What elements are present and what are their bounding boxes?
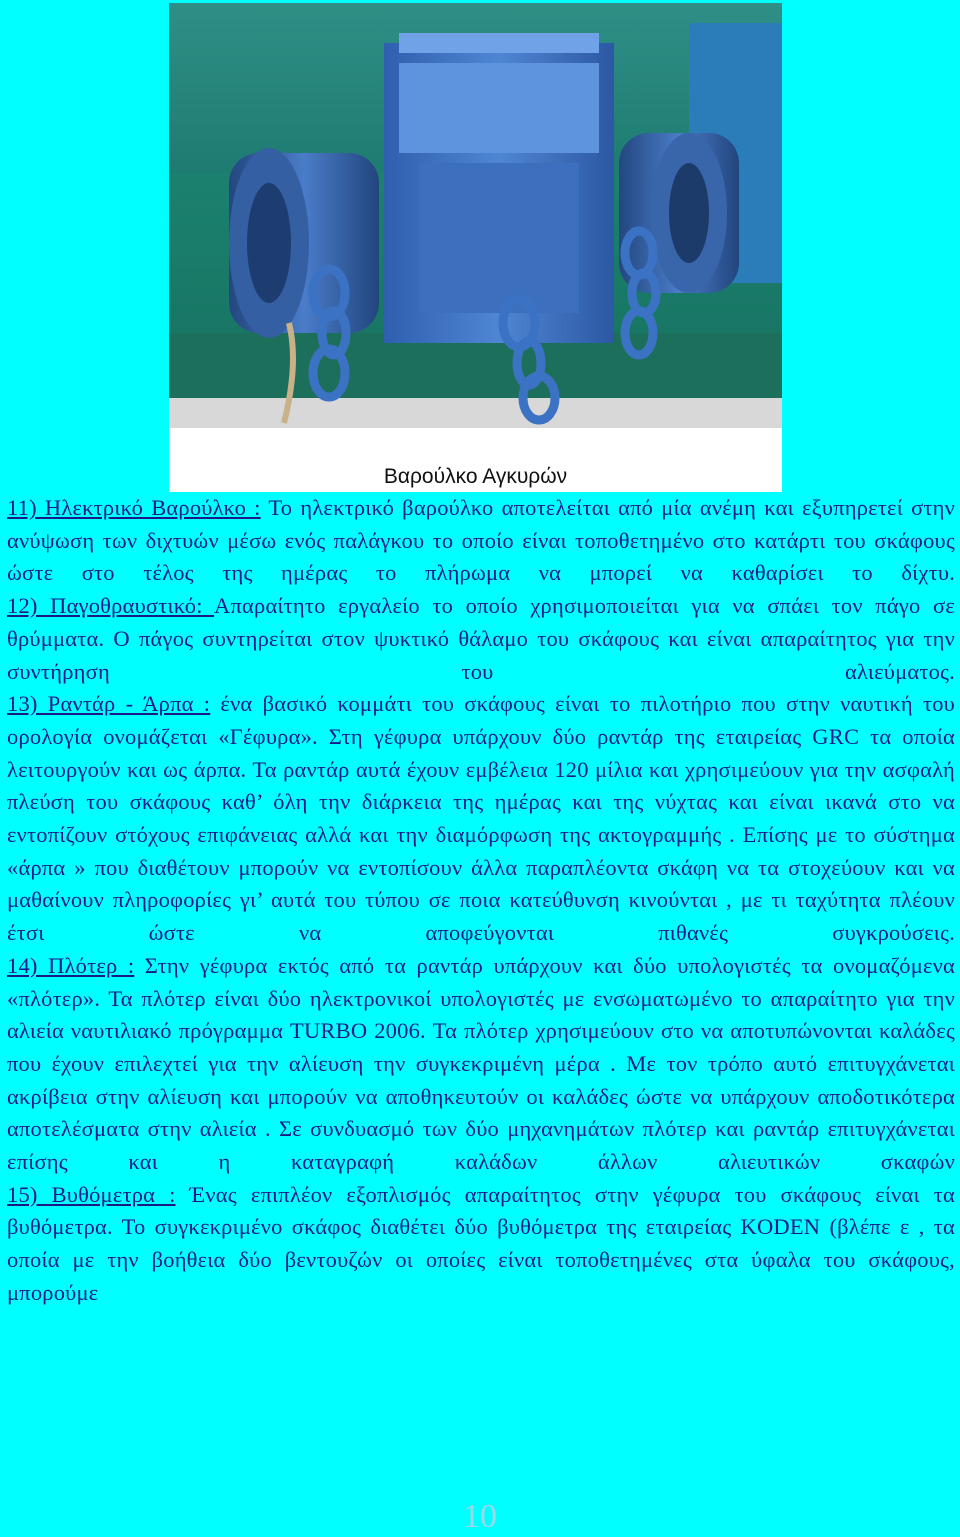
figure (169, 3, 782, 492)
section-text: ένα βασικό κομμάτι του σκάφους είναι το πιλοτήριο που στην ναυτική του ορολογία ονομάζεται «Γέφυρα». Στη γέφυρα υπάρχουν δύο ραντάρ της εταιρείας GRC τα οποία λειτουργούν και ως άρπα. Τα ραντάρ αυτά έχουν εμβέλεια 120 μίλια και χρησιμεύουν για την ασφαλή πλεύση του σκάφους καθ’ όλη την διάρκεια της ημέρας και της νύχτας και είναι ικανά στο να εντοπίζουν στόχους επιφάνειας αλλά και την διαμόρφωση της ακτογραμμής . Επίσης με το σύστημα «άρπα » που διαθέτουν μπορούν να εντοπίσουν άλλα παραπλέοντα σκάφη να τα στοχεύουν και να μαθαίνουν πληροφορίες γι’ αυτά του τύπου σε ποια κατεύθυνση κινούνται , με τι ταχύτητα πλέουν έτσι ώστε να αποφεύγονται πιθανές συγκρούσεις. (7, 691, 955, 946)
paragraph-radar-arpa (7, 688, 955, 950)
paragraph-ice-crusher (7, 590, 955, 688)
section-text: Το ηλεκτρικό βαρούλκο αποτελείται από μία ανέμη και εξυπηρετεί στην ανύψωση των διχτυών μέσω ενός παλάγκου το οποίο είναι τοποθετημένο στο κατάρτι του σκάφους ώστε στο τέλος της ημέρας το πλήρωμα να μπορεί να καθαρίσει το δίχτυ. (7, 495, 955, 586)
paragraph-plotter (7, 950, 955, 1179)
section-heading: 15) Βυθόμετρα : (7, 1181, 176, 1207)
figure-caption: Βαρούλκο Αγκυρών (383, 465, 568, 488)
section-text: Απαραίτητο εργαλείο το οποίο χρησιμοποιείται για να σπάει τον πάγο σε θρύμματα. Ο πάγος συντηρείται στον ψυκτικό θάλαμο του σκάφους και είναι απαραίτητος για την συντήρηση του αλιεύματος. (7, 593, 955, 684)
section-heading: 13) Ραντάρ - Άρπα : (7, 691, 211, 717)
paragraph-echo-sounder (7, 1179, 955, 1310)
section-heading: 14) Πλότερ : (7, 952, 135, 978)
body-text (7, 492, 955, 1310)
section-text: Ένας επιπλέον εξοπλισμός απαραίτητος στην γέφυρα του σκάφους είναι τα βυθόμετρα. Το συγκεκριμένο σκάφος διαθέτει δύο βυθόμετρα της εταιρείας KODEN (βλέπε ε , τα οποία με την βοήθεια δύο βεντουζών οι οποίες είναι τοποθετημένες στα ύφαλα του σκάφους, μπορούμε (7, 1181, 955, 1305)
section-text: Στην γέφυρα εκτός από τα ραντάρ υπάρχουν και δύο υπολογιστές τα ονομαζόμενα «πλότερ». Τα πλότερ είναι δύο ηλεκτρονικοί υπολογιστές με ενσωματωμένο το απαραίτητο για την αλιεία ναυτιλιακό πρόγραμμα TURBO 2006. Τα πλότερ χρησιμεύουν στο να αποτυπώνονται καλάδες που έχουν επιλεχτεί για την αλίευση την συγκεκριμένη μέρα . Με τον τρόπο αυτό επιτυγχάνεται ακρίβεια στην αλίευση και μπορούν να αποθηκευτούν οι καλάδες ώστε να υπάρχουν αποδοτικότερα αποτελέσματα στην αλιεία . Σε συνδυασμό των δύο μηχανημάτων πλότερ και ραντάρ επιτυγχάνεται επίσης και η καταγραφή καλάδων άλλων αλιευτικών σκαφών (7, 952, 955, 1175)
windlass-photo (169, 3, 782, 428)
section-heading: 11) Ηλεκτρικό Βαρούλκο : (7, 495, 261, 520)
section-heading: 12) Παγοθραυστικό: (7, 593, 215, 619)
page-number: 10 (463, 1498, 497, 1535)
paragraph-electric-winch (7, 492, 955, 590)
